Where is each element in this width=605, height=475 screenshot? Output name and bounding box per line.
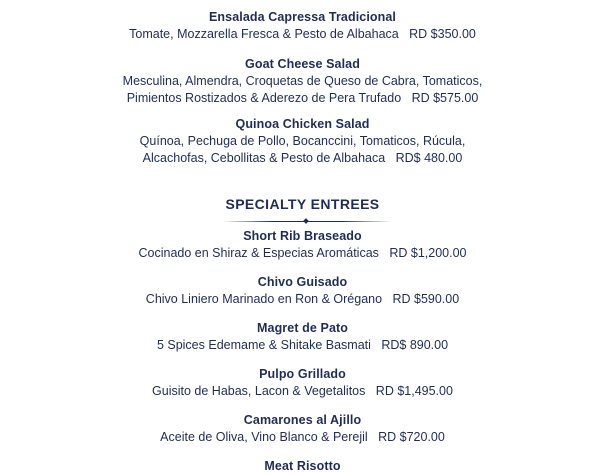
item-name: Quinoa Chicken Salad (235, 117, 370, 131)
item-name: Magret de Pato (257, 321, 348, 335)
item-name: Goat Cheese Salad (245, 57, 360, 71)
divider-diamond (303, 218, 309, 224)
section-title: SPECIALTY ENTREES (225, 196, 380, 212)
menu-item (0, 412, 605, 446)
item-description: Mesculina, Almendra, Croquetas de Queso de Cabra, Tomaticos, (122, 74, 483, 88)
item-name: Meat Risotto (264, 459, 341, 473)
menu-item (0, 320, 605, 354)
item-description: Tomate, Mozzarella Fresca & Pesto de Albahaca RD $350.00 (129, 27, 476, 41)
menu-item (0, 116, 605, 167)
item-description: Quínoa, Pechuga de Pollo, Bocanccini, Tomaticos, Rúcula, (139, 134, 466, 148)
menu-item (0, 56, 605, 107)
item-name: Short Rib Braseado (243, 229, 362, 243)
menu-item (0, 366, 605, 400)
item-description: Cocinado en Shiraz & Especias Aromáticas RD $1,200.00 (138, 246, 467, 260)
item-description: 5 Spices Edemame & Shitake Basmati RD$ 890.00 (156, 338, 449, 352)
menu-item (0, 274, 605, 308)
item-name: Camarones al Ajillo (243, 413, 362, 427)
item-name: Pulpo Grillado (259, 367, 346, 381)
menu-item (0, 9, 605, 43)
item-description: Aceite de Oliva, Vino Blanco & Perejil RD $720.00 (160, 430, 445, 444)
menu-item (0, 458, 605, 475)
ornament-divider (222, 218, 392, 224)
item-description: Alcachofas, Cebollitas & Pesto de Albahaca RD$ 480.00 (142, 151, 463, 165)
item-description: Guisito de Habas, Lacon & Vegetalitos RD $1,495.00 (152, 384, 453, 398)
item-description: Pimientos Rostizados & Aderezo de Pera Trufado RD $575.00 (126, 91, 479, 105)
item-name: Chivo Guisado (257, 275, 348, 289)
item-description: Chivo Liniero Marinado en Ron & Orégano RD $590.00 (145, 292, 460, 306)
menu-item (0, 228, 605, 262)
item-name: Ensalada Capressa Tradicional (208, 10, 396, 24)
